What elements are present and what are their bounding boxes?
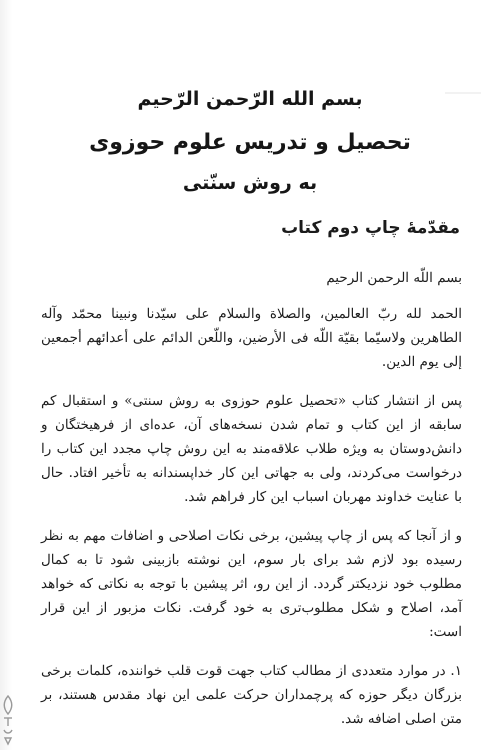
body-text bbox=[41, 266, 462, 746]
book-title: تحصيل و تدريس علوم حوزوی bbox=[89, 129, 411, 155]
arabic-praise-paragraph: الحمد لله ربّ العالمين، والصلاة والسلام على سيّدنا ونبينا محمّد وآله الطاهرين ولاسيّما بقيّة اللّه فى الأرضين، واللّعن الدائم على أعدائهم أجمعين إلى يوم الدين. bbox=[41, 306, 462, 370]
publisher-logo-icon bbox=[0, 690, 16, 750]
paragraph-point-one: ۱. در موارد متعددی از مطالب کتاب جهت قوت قلب خواننده، کلمات برخی بزرگان دیگر حوزه که پرچمداران حرکت علمی این نهاد مقدس هستند، بر متن اصلی اضافه شد. bbox=[41, 663, 462, 727]
paragraph-revision: و از آنجا که پس از چاپ پیشین، برخی نکات اصلاحی و اضافات مهم به نظر رسیده بود لازم شد برای بار سوم، این نوشته بازبینی شود تا به کمال مطلوب خود نزدیکتر گردد. از این رو، اثر پیشین با توجه به نکاتی که خواهد آمد، اصلاح و شکل مطلوب‌تری به خود گرفت. نکات مزبور از این قرار است: bbox=[41, 528, 462, 640]
book-subtitle: به روش سنّتی bbox=[182, 172, 318, 195]
title-block bbox=[0, 88, 500, 196]
section-title: مقدّمهٔ چاپ دوم کتاب bbox=[281, 218, 460, 238]
basmala-heading: بسم الله الرّحمن الرّحيم bbox=[137, 88, 363, 110]
basmala-line: بسم اللّه الرحمن الرحيم bbox=[326, 270, 462, 286]
paragraph-publication: پس از انتشار کتاب «تحصیل علوم حوزوی به روش سنتی» و استقبال کم سابقه از این کتاب و تمام شدن نسخه‌های آن، عده‌ای از فرهیختگان و دانش‌دوستان به ویژه طلاب علاقه‌مند به این روش چاپ مجدد این کتاب را درخواست می‌کردند، ولی به جهاتی این کار خداپسندانه به تأخیر افتاد. حال با عنایت خداوند مهربان اسباب این کار فراهم شد. bbox=[41, 393, 462, 505]
